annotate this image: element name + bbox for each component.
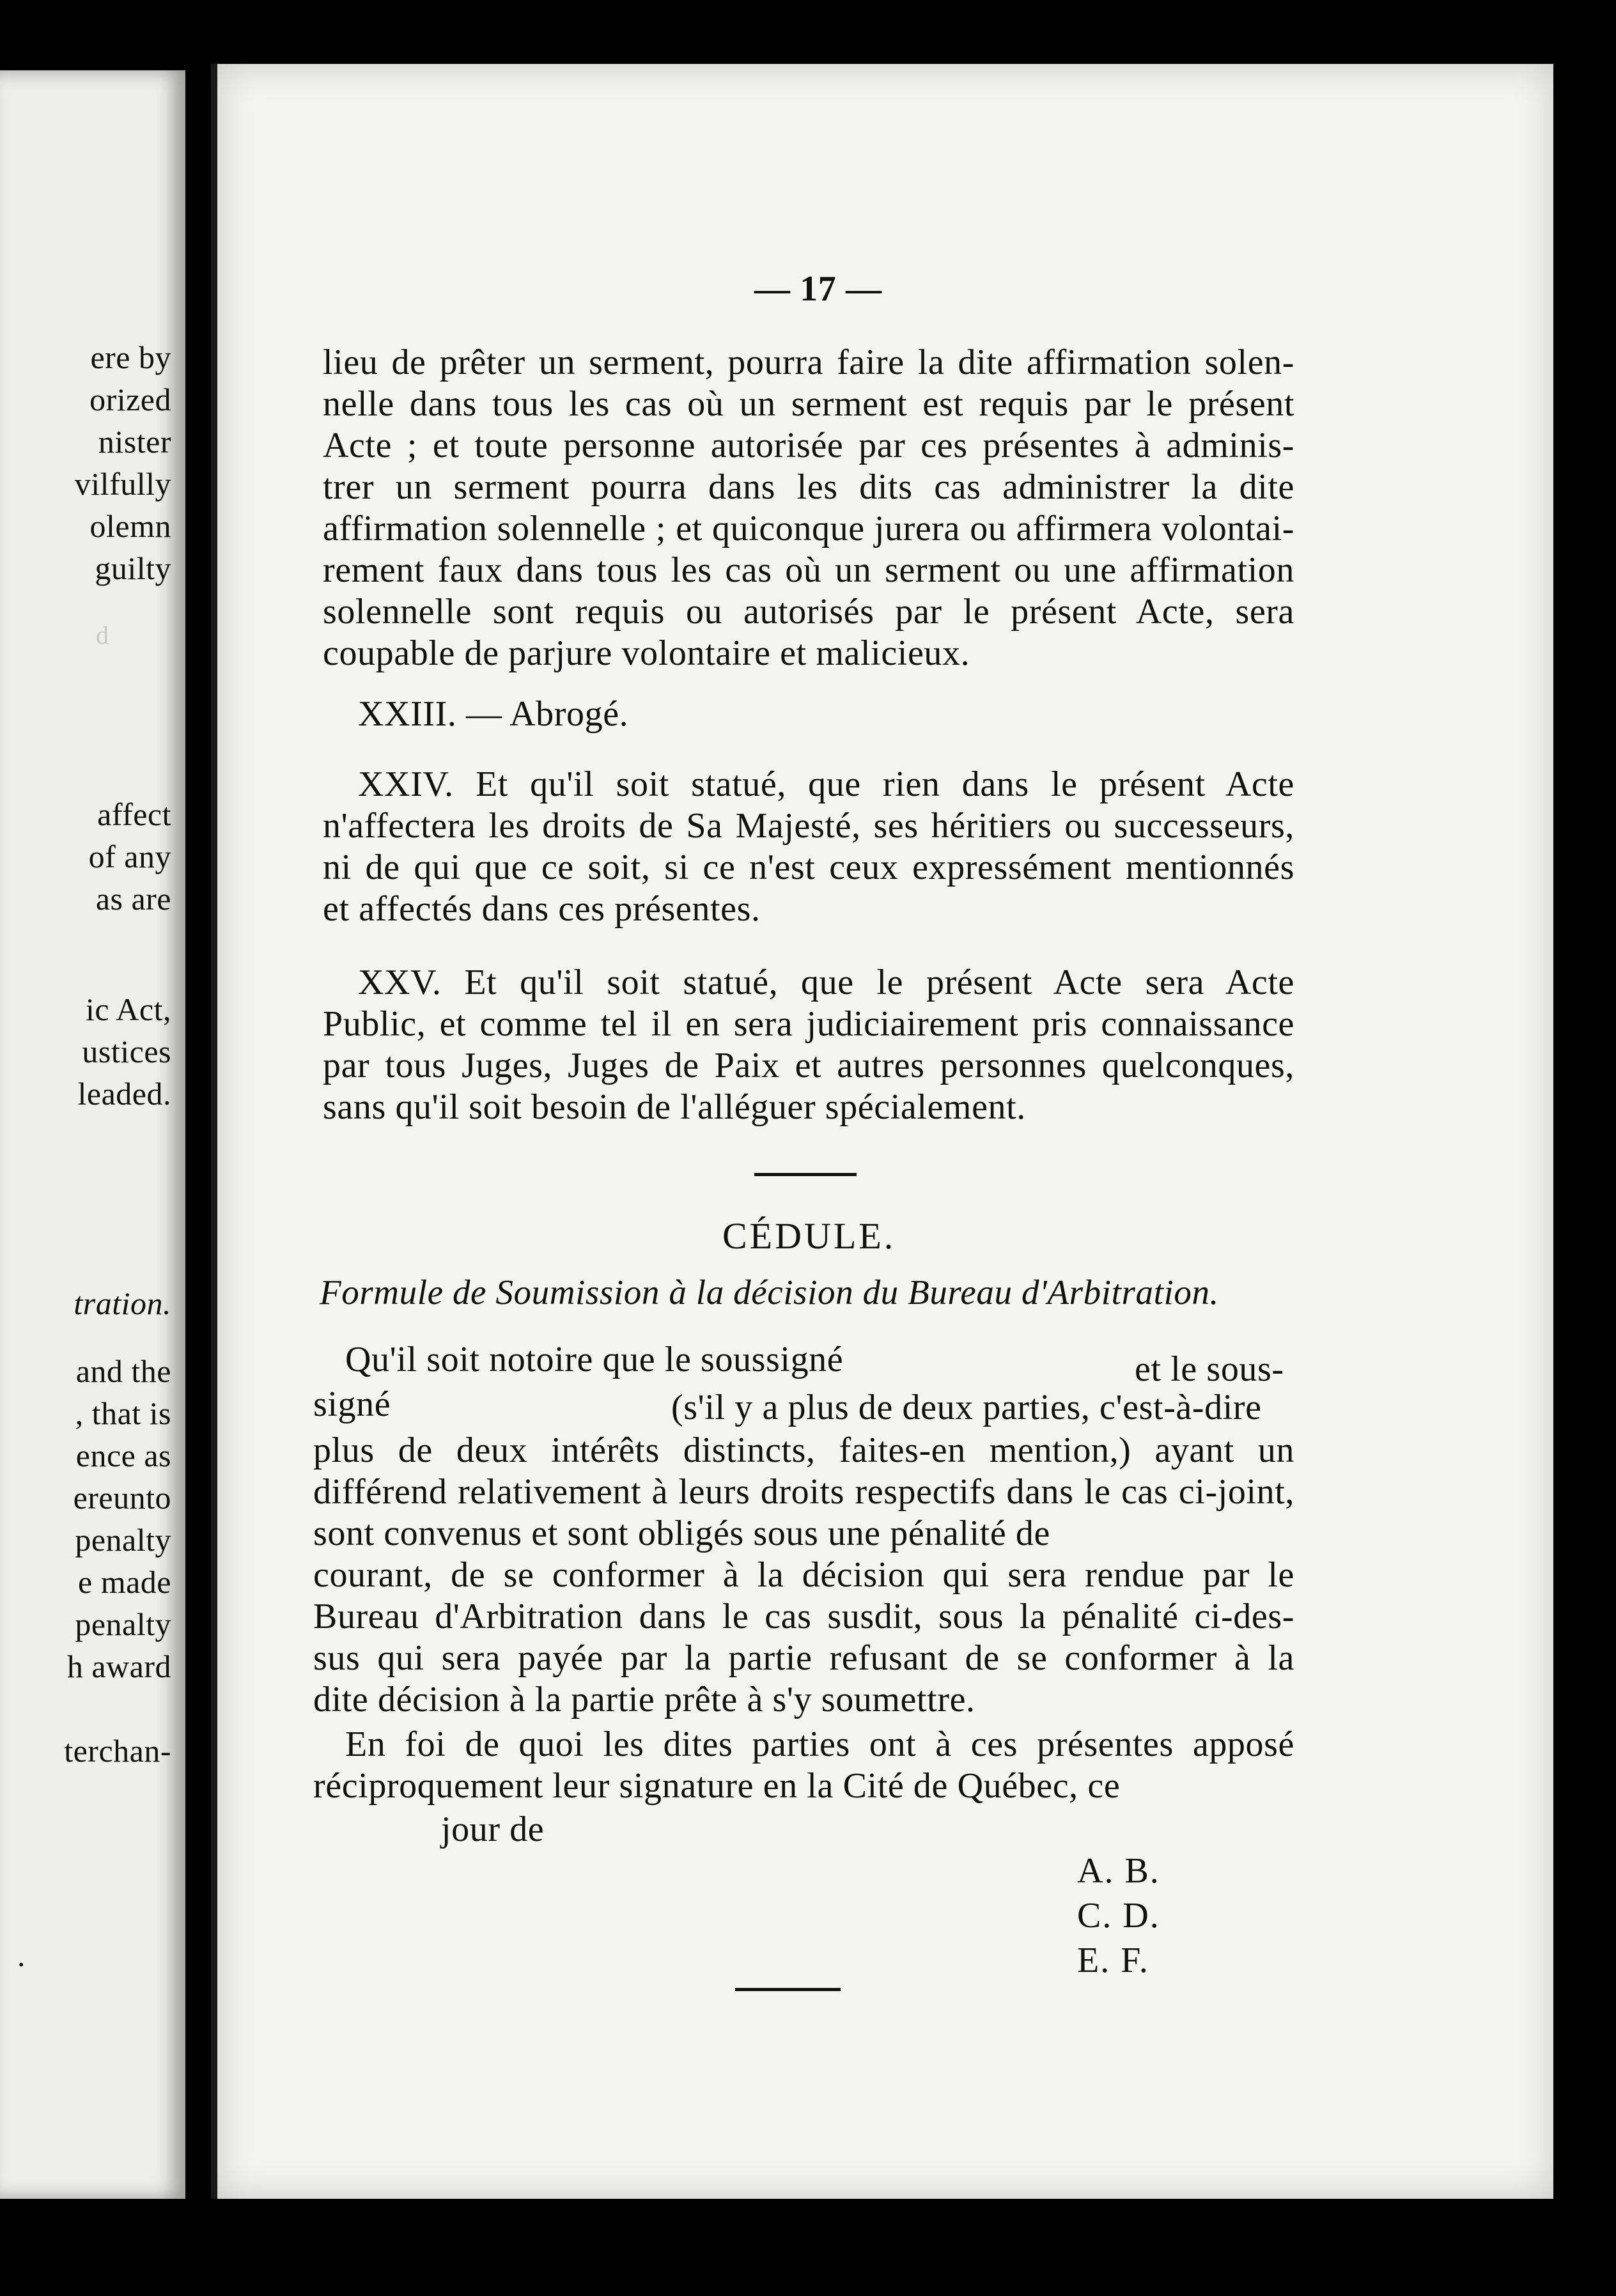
cedule-title: CÉDULE. — [722, 1215, 896, 1257]
left-page — [0, 70, 185, 2199]
text-line: affirmation solennelle ; et quiconque jurera ou affirmera volontai- — [323, 509, 1294, 548]
left-fragment: as are — [95, 881, 171, 917]
form-text: réciproquement leur signature en la Cité de Québec, ce — [313, 1766, 1121, 1806]
left-fragment: . — [17, 1937, 26, 1973]
text-line: XXIV. Et qu'il soit statué, que rien dans le présent Acte — [358, 764, 1294, 804]
left-fragment: nister — [98, 424, 171, 460]
text-line: nelle dans tous les cas où un serment est requis par le présent — [323, 384, 1294, 424]
text-line: Acte ; et toute personne autorisée par ces présentes à adminis- — [323, 426, 1294, 465]
left-fragment: leaded. — [77, 1076, 171, 1112]
left-fragment: orized — [89, 382, 171, 417]
text-line: lieu de prêter un serment, pourra faire la dite affirmation solen- — [323, 343, 1294, 382]
signature-initials: C. D. — [1077, 1896, 1160, 1935]
left-fragment: ustices — [82, 1034, 171, 1069]
left-fragment: penalty — [75, 1522, 171, 1558]
form-text: sont convenus et sont obligés sous une pénalité de — [313, 1514, 1050, 1553]
left-fragment: vilfully — [74, 466, 171, 502]
section-divider — [754, 1173, 857, 1176]
text-line: par tous Juges, Juges de Paix et autres personnes quelconques, — [323, 1046, 1294, 1085]
text-line: trer un serment pourra dans les dits cas administrer la dite — [323, 467, 1294, 507]
left-fragment: and the — [75, 1353, 171, 1389]
text-line: rement faux dans tous les cas où un serment ou une affirmation — [323, 550, 1294, 590]
main-page — [211, 64, 1553, 2199]
left-fragment: guilty — [95, 550, 171, 586]
text-line: et affectés dans ces présentes. — [323, 889, 761, 929]
text-line: ni de qui que ce soit, si ce n'est ceux expressément mentionnés — [323, 848, 1294, 887]
left-fragment: e made — [78, 1564, 171, 1600]
signature-initials: E. F. — [1077, 1941, 1149, 1980]
form-text: jour de — [441, 1810, 545, 1849]
text-line: Public, et comme tel il en sera judiciairement pris connaissance — [323, 1004, 1294, 1044]
left-fragment: ence as — [75, 1438, 171, 1473]
left-fragment: h award — [66, 1648, 171, 1684]
form-text: Qu'il soit notoire que le soussigné — [345, 1340, 844, 1379]
form-text: En foi de quoi les dites parties ont à ces présentes apposé — [345, 1725, 1294, 1764]
left-fragment: olemn — [89, 508, 171, 544]
left-fragment: tration. — [74, 1285, 171, 1321]
form-text: Bureau d'Arbitration dans le cas susdit, sous la pénalité ci-des- — [313, 1597, 1294, 1636]
left-fragment: ere by — [90, 339, 171, 375]
text-line: coupable de parjure volontaire et malicieux. — [323, 633, 970, 673]
left-fragment: terchan- — [64, 1733, 171, 1769]
text-line: n'affectera les droits de Sa Majesté, ses héritiers ou successeurs, — [323, 806, 1294, 846]
left-fragment: ic Act, — [85, 991, 171, 1027]
left-fragment: ereunto — [73, 1480, 171, 1516]
section-xxiii: XXIII. — Abrogé. — [358, 694, 629, 734]
signature-initials: A. B. — [1077, 1851, 1160, 1891]
left-fragment: of any — [88, 839, 171, 874]
end-divider — [735, 1988, 841, 1991]
form-text: (s'il y a plus de deux parties, c'est-à-dire — [671, 1388, 1262, 1427]
form-text: signé — [313, 1385, 391, 1424]
form-text: courant, de se conformer à la décision qui sera rendue par le — [313, 1555, 1294, 1595]
left-fragment: , that is — [75, 1395, 171, 1431]
bleed-through: d — [96, 621, 109, 649]
text-line: XXV. Et qu'il soit statué, que le présent Acte sera Acte — [358, 963, 1294, 1002]
form-text: et le sous- — [1135, 1349, 1284, 1389]
page-number: — 17 — — [754, 269, 882, 309]
text-line: solennelle sont requis ou autorisés par le présent Acte, sera — [323, 592, 1294, 632]
left-fragment: penalty — [75, 1606, 171, 1642]
left-fragment: affect — [97, 796, 171, 832]
form-subtitle: Formule de Soumission à la décision du Bureau d'Arbitration. — [320, 1273, 1219, 1312]
text-line: sans qu'il soit besoin de l'alléguer spécialement. — [323, 1087, 1026, 1127]
form-text: différend relativement à leurs droits respectifs dans le cas ci-joint, — [313, 1472, 1294, 1512]
form-text: sus qui sera payée par la partie refusant de se conformer à la — [313, 1638, 1294, 1678]
form-text: plus de deux intérêts distincts, faites-en mention,) ayant un — [313, 1431, 1294, 1470]
form-text: dite décision à la partie prête à s'y soumettre. — [313, 1680, 975, 1719]
